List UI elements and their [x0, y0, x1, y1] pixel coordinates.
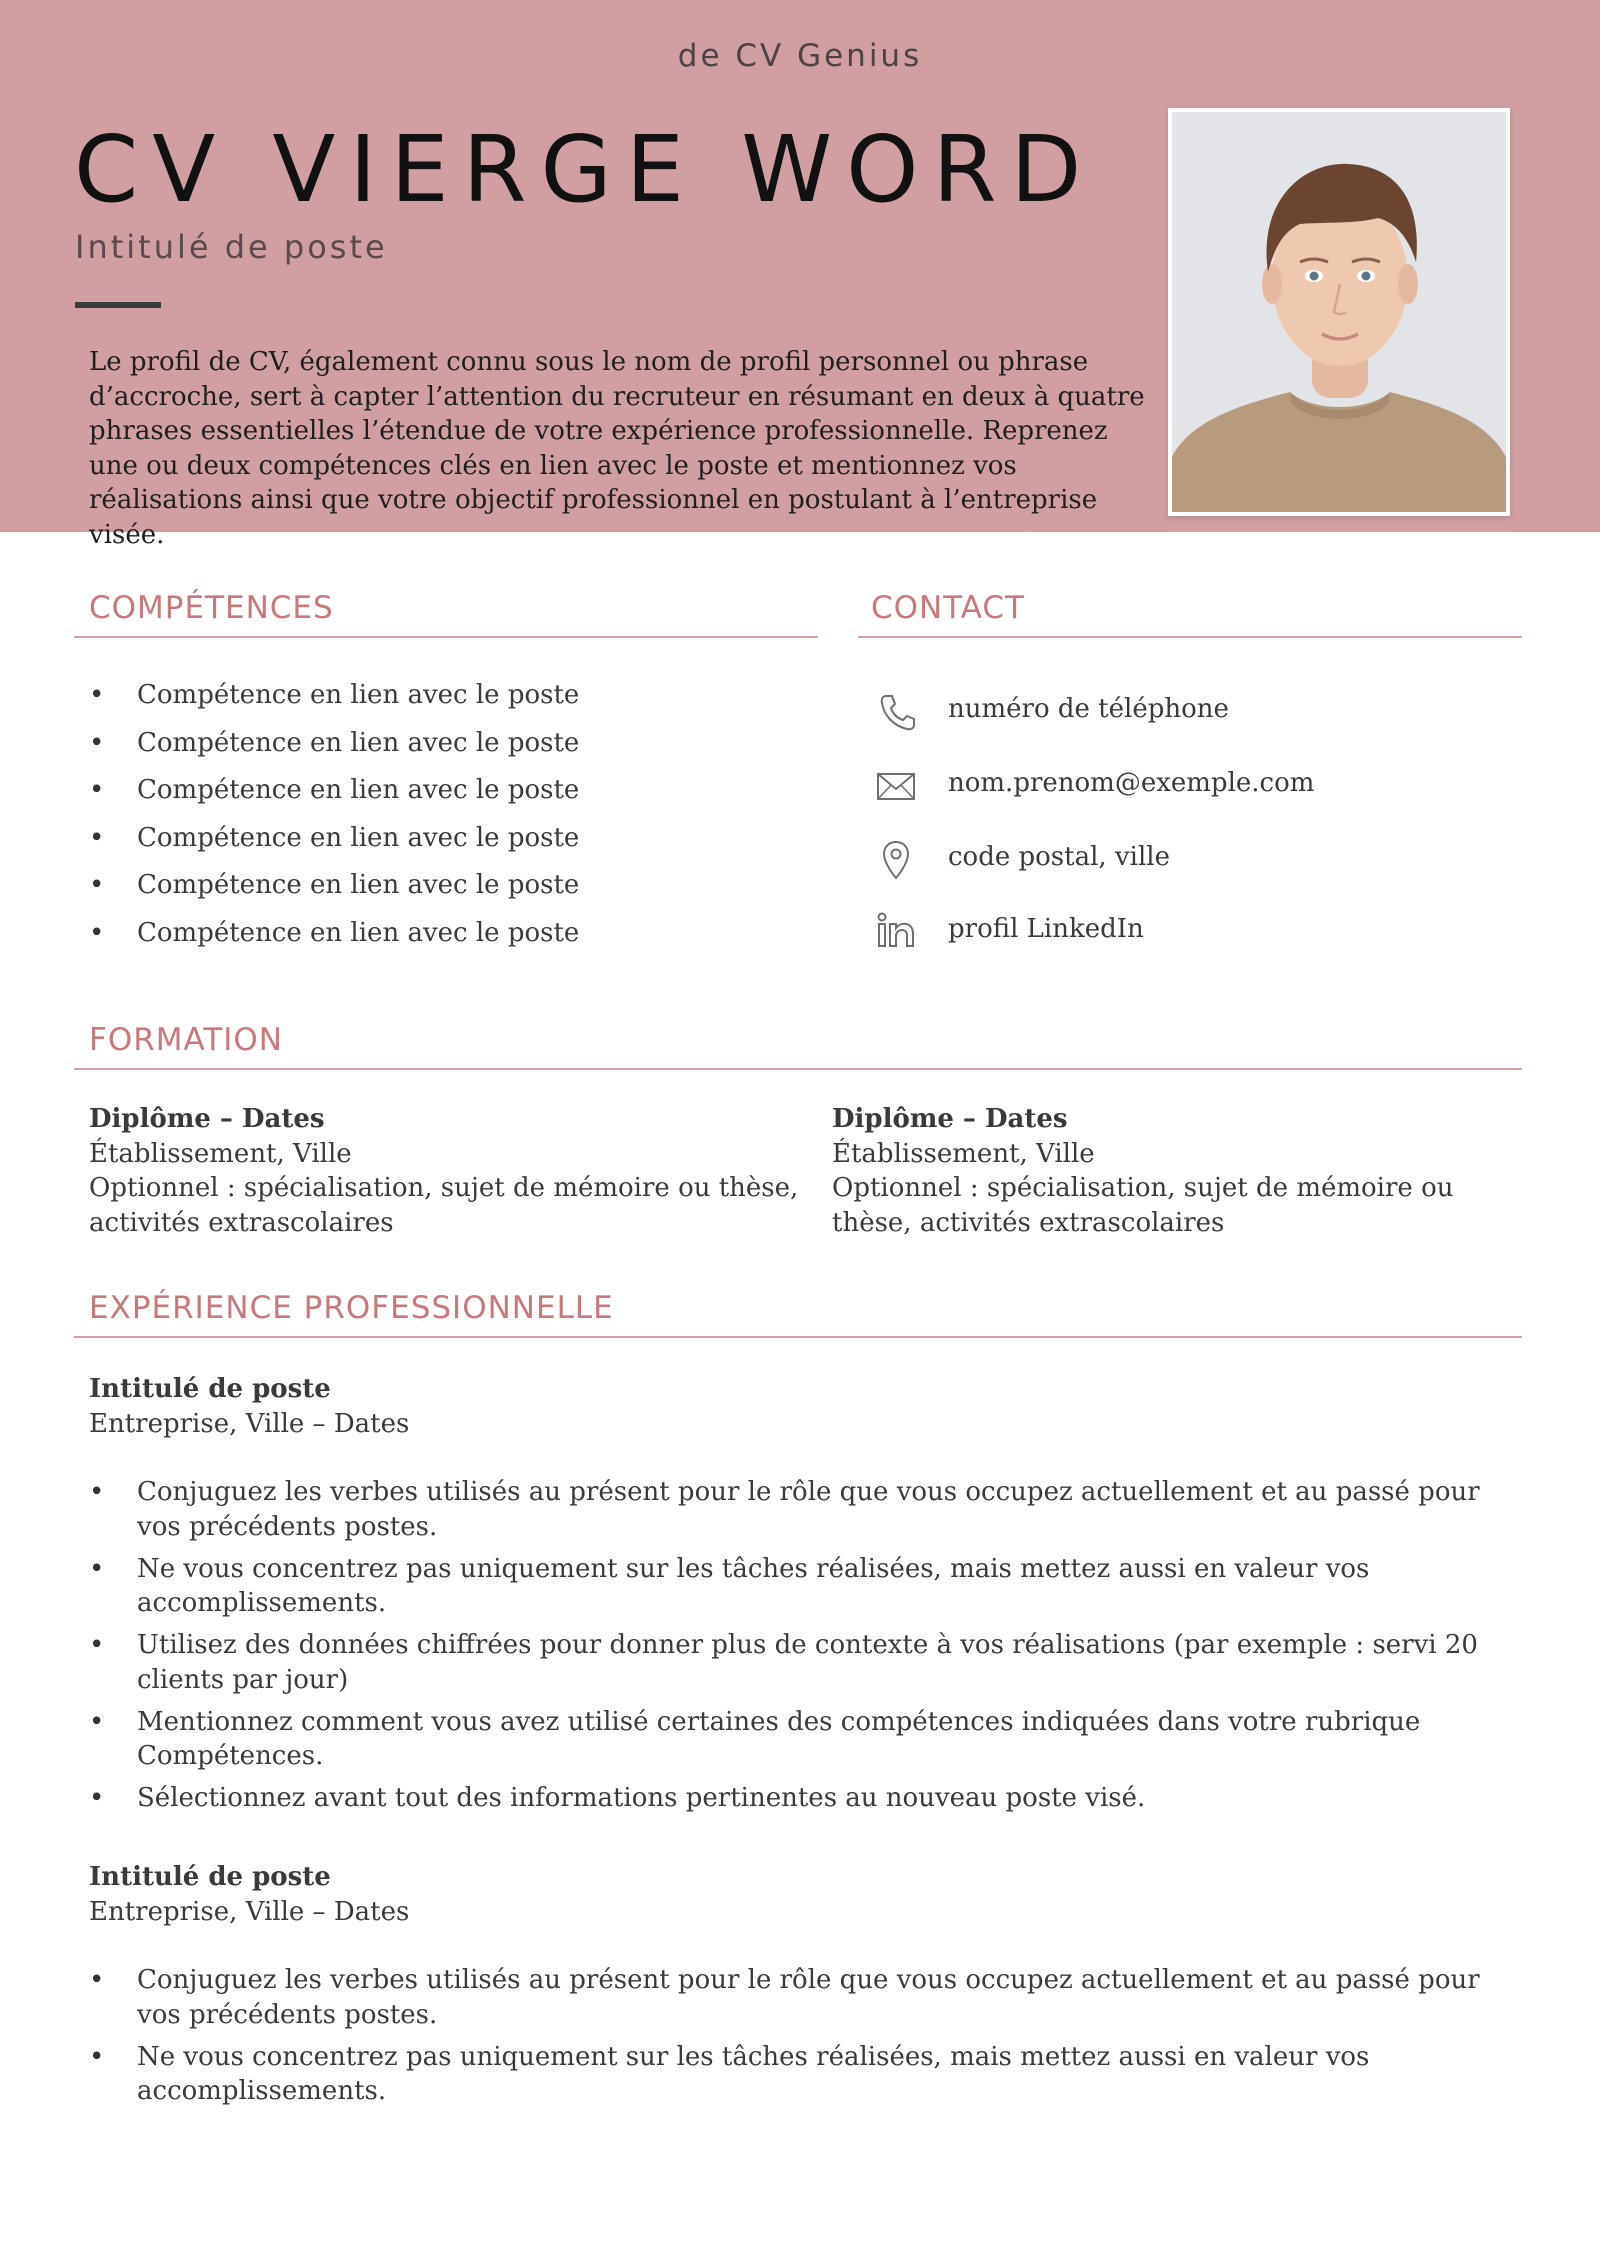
responsibility-item: • Ne vous concentrez pas uniquement sur les tâches réalisées, mais mettez aussi en valeur vos accomplissements.	[89, 1552, 1509, 1621]
header-band	[0, 0, 1600, 550]
responsibility-item: • Conjuguez les verbes utilisés au présent pour le rôle que vous occupez actuellement et au passé pour vos précédents postes.	[89, 1475, 1509, 1544]
section-title-education: FORMATION	[89, 1022, 283, 1058]
skill-item: • Compétence en lien avec le poste	[89, 767, 809, 815]
title-underline	[75, 302, 161, 308]
job-responsibilities	[89, 1475, 1509, 1823]
job-responsibilities	[89, 1963, 1509, 2116]
education-school: Établissement, Ville	[89, 1138, 352, 1169]
watermark: de CV Genius	[677, 38, 923, 74]
skill-item: • Compétence en lien avec le poste	[89, 815, 809, 863]
envelope-icon	[876, 764, 916, 808]
section-title-skills: COMPÉTENCES	[89, 590, 334, 626]
education-school: Établissement, Ville	[832, 1138, 1095, 1169]
contact-linkedin-text: profil LinkedIn	[948, 914, 1144, 944]
job-company: Entreprise, Ville – Dates	[89, 1408, 410, 1439]
education-entry	[89, 1102, 809, 1240]
profile-photo	[1168, 108, 1510, 516]
section-rule-skills	[74, 636, 818, 638]
profile-summary: Le profil de CV, également connu sous le nom de profil personnel ou phrase d’accroche, sert à capter l’attention du recruteur en résumant en deux à quatre phrases essentielles l’étendue de votre expérience professionnelle. Reprenez une ou deux compétences clés en lien avec le poste et mentionnez vos réalisations ainsi que votre objectif professionnel en postulant à l’entreprise visée.	[89, 347, 1145, 550]
job-entry	[89, 1372, 409, 1441]
responsibility-item: • Mentionnez comment vous avez utilisé certaines des compétences indiquées dans votre rubrique Compétences.	[89, 1705, 1509, 1774]
job-company: Entreprise, Ville – Dates	[89, 1896, 410, 1927]
job-title: Intitulé de poste	[75, 228, 388, 266]
phone-icon	[876, 690, 916, 734]
contact-email-text: nom.prenom@exemple.com	[948, 768, 1315, 798]
section-rule-education	[74, 1068, 1522, 1070]
location-pin-icon	[876, 838, 916, 882]
skill-item: • Compétence en lien avec le poste	[89, 862, 809, 910]
contact-phone-text: numéro de téléphone	[948, 694, 1229, 724]
education-entry	[832, 1102, 1532, 1240]
skills-list	[89, 672, 809, 958]
skill-item: • Compétence en lien avec le poste	[89, 672, 809, 720]
education-optional: Optionnel : spécialisation, sujet de mémoire ou thèse, activités extrascolaires	[89, 1173, 799, 1238]
job-title-label: Intitulé de poste	[89, 1862, 331, 1892]
job-entry	[89, 1860, 409, 1929]
education-degree: Diplôme – Dates	[89, 1104, 325, 1134]
skill-item: • Compétence en lien avec le poste	[89, 720, 809, 768]
portrait-illustration	[1172, 112, 1506, 512]
responsibility-item: • Ne vous concentrez pas uniquement sur les tâches réalisées, mais mettez aussi en valeur vos accomplissements.	[89, 2040, 1509, 2109]
section-rule-contact	[858, 636, 1522, 638]
responsibility-item: • Conjuguez les verbes utilisés au présent pour le rôle que vous occupez actuellement et au passé pour vos précédents postes.	[89, 1963, 1509, 2032]
skill-item: • Compétence en lien avec le poste	[89, 910, 809, 958]
section-rule-experience	[74, 1336, 1522, 1338]
education-degree: Diplôme – Dates	[832, 1104, 1068, 1134]
responsibility-item: • Utilisez des données chiffrées pour donner plus de contexte à vos réalisations (par exemple : servi 20 clients par jour)	[89, 1628, 1509, 1697]
linkedin-icon	[876, 910, 916, 954]
resume-name: CV VIERGE WORD	[74, 116, 1096, 223]
job-title-label: Intitulé de poste	[89, 1374, 331, 1404]
contact-location-text: code postal, ville	[948, 842, 1170, 872]
section-title-experience: EXPÉRIENCE PROFESSIONNELLE	[89, 1290, 614, 1326]
section-title-contact: CONTACT	[871, 590, 1026, 626]
responsibility-item: • Sélectionnez avant tout des informations pertinentes au nouveau poste visé.	[89, 1781, 1509, 1816]
education-optional: Optionnel : spécialisation, sujet de mémoire ou thèse, activités extrascolaires	[832, 1173, 1454, 1238]
